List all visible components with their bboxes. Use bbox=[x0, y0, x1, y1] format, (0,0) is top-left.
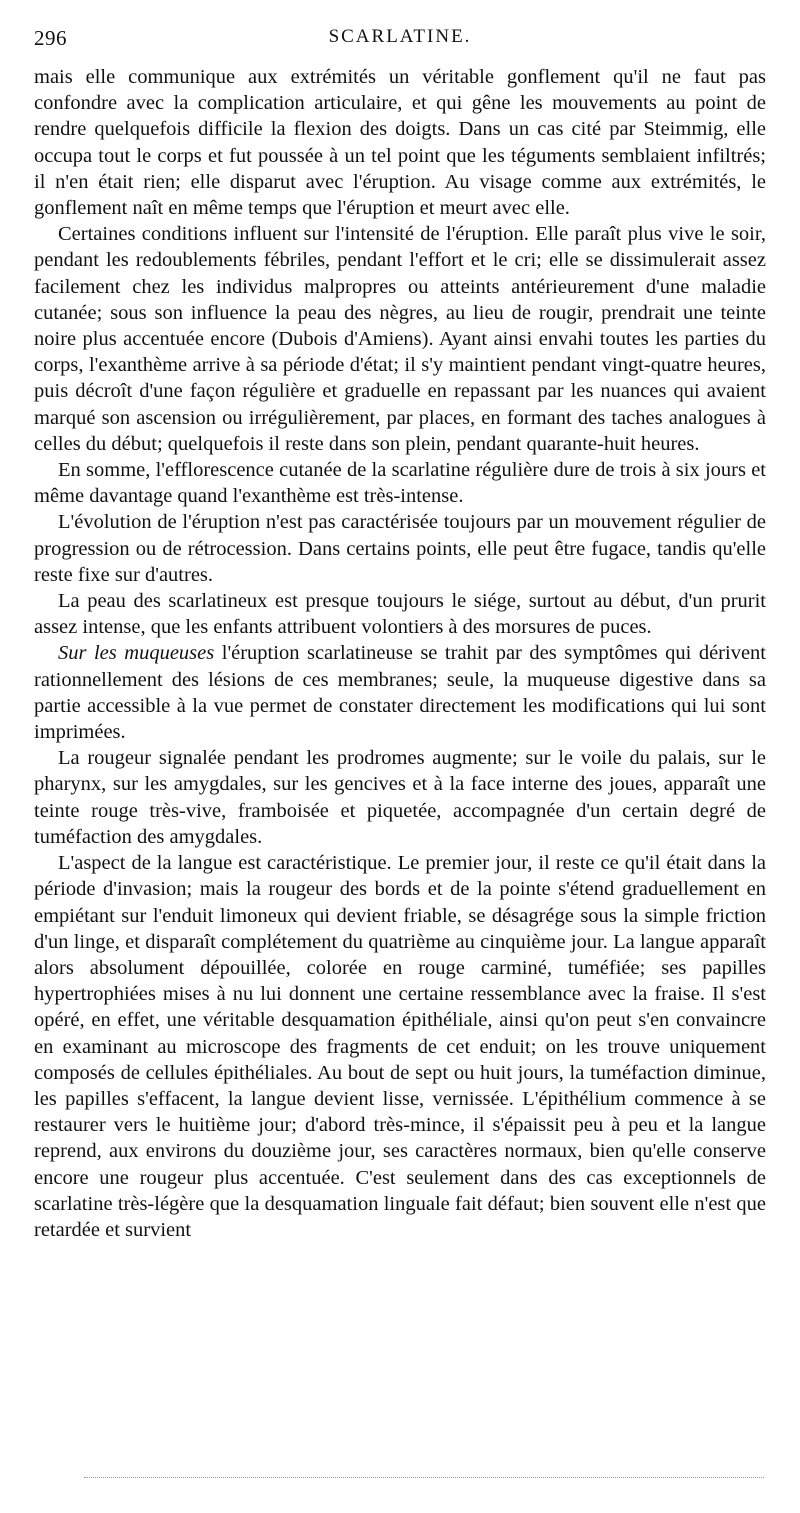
paragraph bbox=[34, 509, 766, 588]
paragraph-text: La peau des scarlatineux est presque toujours le siége, surtout au début, d'un prurit assez intense, que les enfants attribuent volontiers à des morsures de puces. bbox=[34, 590, 766, 639]
page-number: 296 bbox=[34, 26, 67, 50]
paragraph-text: L'évolution de l'éruption n'est pas caractérisée toujours par un mouvement régulier de progression ou de rétrocession. Dans certains points, elle peut être fugace, tandis qu'elle reste fixe sur d'autres. bbox=[34, 511, 766, 586]
paragraph bbox=[34, 850, 766, 1243]
paragraph bbox=[34, 457, 766, 509]
italic-lead-in: Sur les muqueuses bbox=[58, 642, 215, 665]
paragraph-text: l'éruption scarlatineuse se trahit par des symptômes qui dérivent rationnellement des lésions de ces membranes; seule, la muqueuse digestive dans sa partie accessible à la vue permet de constater directement les modifications qui lui sont imprimées. bbox=[34, 642, 766, 744]
paragraph bbox=[34, 745, 766, 850]
paragraph-continuation bbox=[34, 64, 766, 221]
footer-dotted-rule bbox=[84, 1477, 764, 1478]
running-head: SCARLATINE. bbox=[328, 26, 472, 47]
paragraph bbox=[34, 588, 766, 640]
paragraph-text: L'aspect de la langue est caractéristique. Le premier jour, il reste ce qu'il était dans la période d'invasion; mais la rougeur des bords et de la pointe s'étend graduellement en empiétant sur l'enduit limoneux qui devient friable, se désagrége sous la simple friction d'un linge, et disparaît complétement du quatrième au cinquième jour. La langue apparaît alors absolument dépouillée, colorée en rouge carminé, tuméfiée; ses papilles hypertrophiées mises à nu lui donnent une certaine ressemblance avec la fraise. Il s'est opéré, en effet, une véritable desquamation épithéliale, ainsi qu'on peut s'en convaincre en examinant au microscope des fragments de cet enduit; on les trouve uniquement composés de cellules épithéliales. Au bout de sept ou huit jours, la tuméfaction diminue, les papilles s'effacent, la langue devient lisse, vernissée. L'épithélium commence à se restaurer vers le huitième jour; d'abord très-mince, il s'épaissit peu à peu et la langue reprend, aux environs du douzième jour, ses caractères normaux, bien qu'elle conserve encore une rougeur plus accentuée. C'est seulement dans des cas exceptionnels de scarlatine très-légère que la desquamation linguale fait défaut; bien souvent elle n'est que retardée et survient bbox=[34, 852, 766, 1241]
paragraph bbox=[34, 221, 766, 457]
paragraph-text: En somme, l'efflorescence cutanée de la scarlatine régulière dure de trois à six jours et même davantage quand l'exanthème est très-intense. bbox=[34, 459, 766, 508]
paragraph-text: Certaines conditions influent sur l'intensité de l'éruption. Elle paraît plus vive le soir, pendant les redoublements fébriles, pendant l'effort et le cri; elle se dissimulerait assez facilement chez les individus malpropres ou atteints antérieurement d'une maladie cutanée; sous son influence la peau des nègres, au lieu de rougir, prendrait une teinte noire plus accentuée encore (Dubois d'Amiens). Ayant ainsi envahi toutes les parties du corps, l'exanthème arrive à sa période d'état; il s'y maintient pendant vingt-quatre heures, puis décroît d'une façon régulière et graduelle en repassant par les nuances qui avaient marqué son ascension ou irrégulièrement, par places, en formant des taches analogues à celles du début; quelquefois il reste dans son plein, pendant quarante-huit heures. bbox=[34, 223, 766, 455]
paragraph-text: La rougeur signalée pendant les prodromes augmente; sur le voile du palais, sur le pharynx, sur les amygdales, sur les gencives et à la face interne des joues, apparaît une teinte rouge très-vive, framboisée et piquetée, accompagnée d'un certain degré de tuméfaction des amygdales. bbox=[34, 747, 766, 848]
page-body bbox=[34, 64, 766, 1243]
paragraph-text: mais elle communique aux extrémités un véritable gonflement qu'il ne faut pas confondre avec la complication articulaire, et qui gêne les mouvements au point de rendre quelquefois difficile la flexion des doigts. Dans un cas cité par Steimmig, elle occupa tout le corps et fut poussée à un tel point que les téguments semblaient infiltrés; il n'en était rien; elle disparut avec l'éruption. Au visage comme aux extrémités, le gonflement naît en même temps que l'éruption et meurt avec elle. bbox=[34, 66, 766, 220]
paragraph bbox=[34, 640, 766, 745]
page-header bbox=[34, 26, 766, 56]
